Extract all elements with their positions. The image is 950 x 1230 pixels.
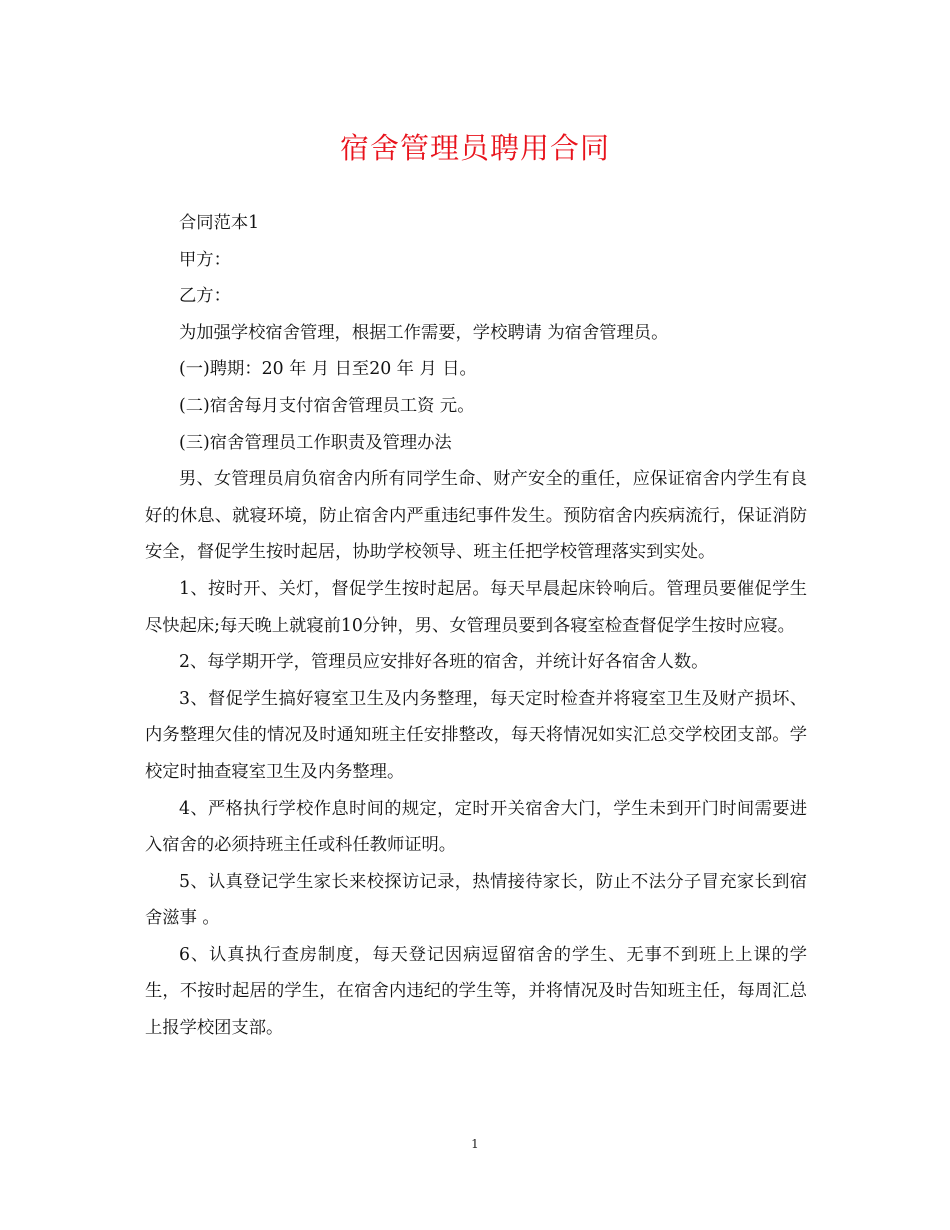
term-line: (一)聘期：20 年 月 日至20 年 月 日。 [179, 359, 477, 380]
party-b-line: 乙方： [179, 286, 231, 307]
purpose-line: 为加强学校宿舍管理，根据工作需要，学校聘请 为宿舍管理员。 [179, 322, 669, 343]
duty-item-6: 6、认真执行查房制度，每天登记因病逗留宿舍的学生、无事不到班上上课的学生，不按时起居的学生，在宿舍内违纪的学生等，并将情况及时告知班主任，每周汇总上报学校团支部。 [145, 944, 807, 1039]
duty-item-4: 4、严格执行学校作息时间的规定，定时开关宿舍大门，学生未到开门时间需要进入宿舍的必须持班主任或科任教师证明。 [145, 798, 807, 856]
duty-item-5: 5、认真登记学生家长来校探访记录，热情接待家长，防止不法分子冒充家长到宿舍滋事 。 [145, 871, 807, 929]
duty-item-2: 2、每学期开学，管理员应安排好各班的宿舍，并统计好各宿舍人数。 [179, 652, 709, 673]
sample-label: 合同范本1 [179, 213, 260, 233]
duty-item-3: 3、督促学生搞好寝室卫生及内务整理，每天定时检查并将寝室卫生及财产损坏、内务整理欠佳的情况及时通知班主任安排整改，每天将情况如实汇总交学校团支部。学校定时抽查寝室卫生及内务整理。 [145, 688, 807, 782]
salary-line: (二)宿舍每月支付宿舍管理员工资 元。 [179, 395, 475, 416]
document-title: 宿舍管理员聘用合同 [339, 131, 610, 165]
page-number: 1 [471, 1137, 479, 1151]
duties-intro-paragraph: 男、女管理员肩负宿舍内所有同学生命、财产安全的重任，应保证宿舍内学生有良好的休息、就寝环境，防止宿舍内严重违纪事件发生。预防宿舍内疾病流行，保证消防安全，督促学生按时起居，协助学校领导、班主任把学校管理落实到实处。 [145, 469, 807, 563]
duties-heading: (三)宿舍管理员工作职责及管理办法 [179, 432, 452, 453]
party-a-line: 甲方： [179, 249, 231, 270]
document-body [145, 205, 807, 1047]
duty-item-1: 1、按时开、关灯，督促学生按时起居。每天早晨起床铃响后。管理员要催促学生尽快起床;每天晚上就寝前10分钟，男、女管理员要到各寝室检查督促学生按时应寝。 [145, 578, 807, 636]
